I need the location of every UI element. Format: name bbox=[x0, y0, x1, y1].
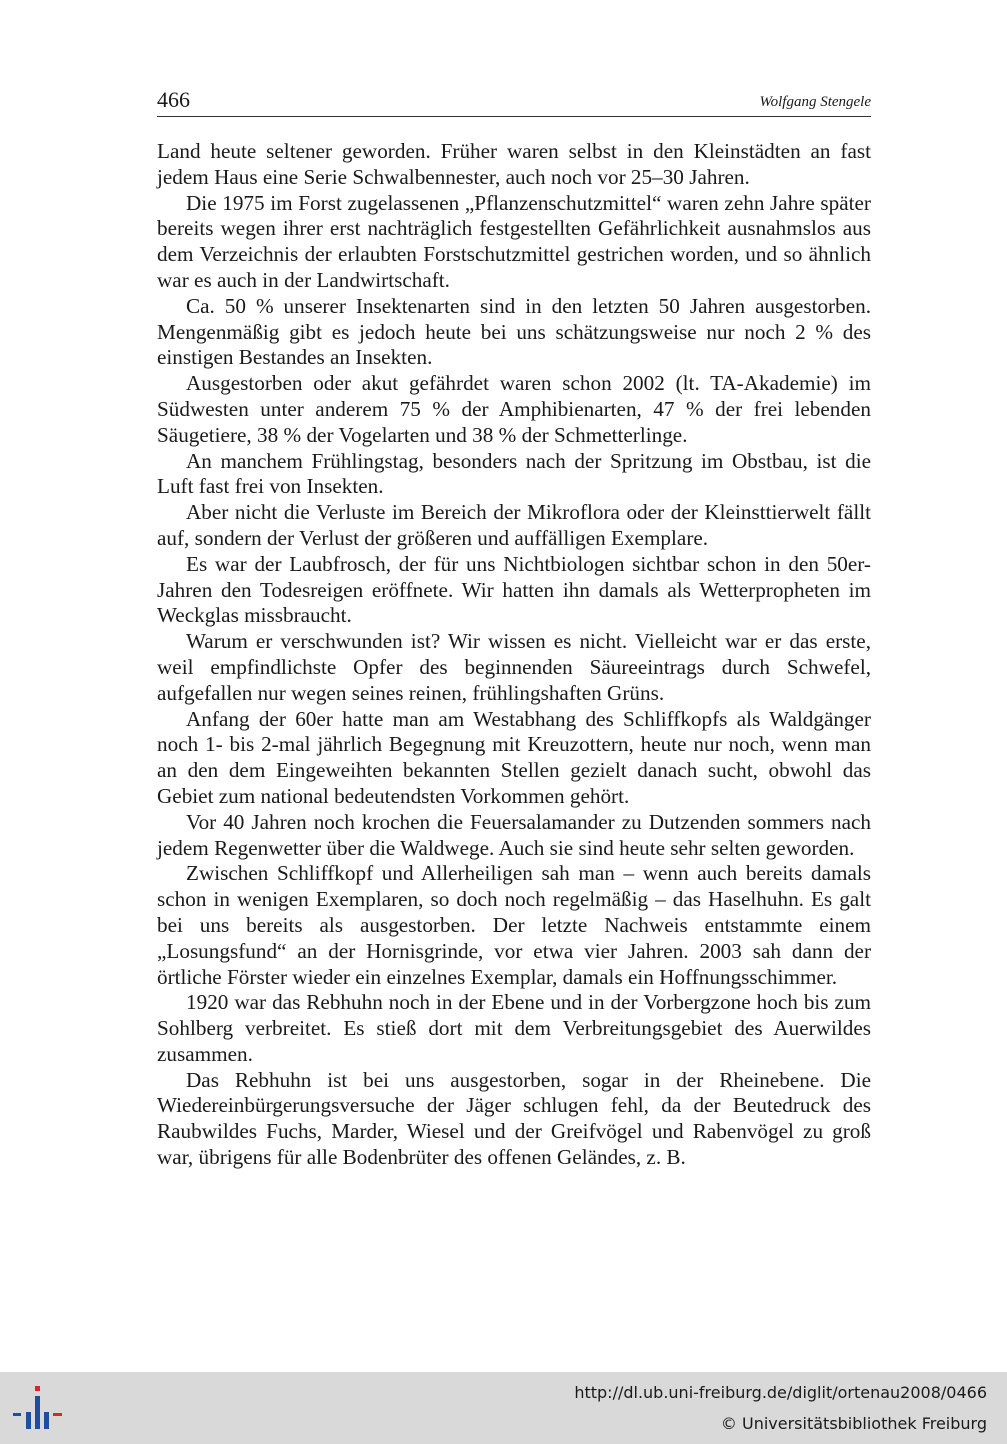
source-url[interactable]: http://dl.ub.uni-freiburg.de/diglit/ortenau2008/0466 bbox=[574, 1383, 987, 1402]
paragraph: Das Rebhuhn ist bei uns ausgestorben, sogar in der Rheinebene. Die Wiedereinbürgerungsversuche der Jäger schlugen fehl, da der Beutedruck des Raubwildes Fuchs, Marder, Wiesel und der Greifvögel und Rabenvögel zu groß war, übrigens für alle Bodenbrüter des offenen Geländes, z. B. bbox=[157, 1067, 871, 1170]
paragraph: 1920 war das Rebhuhn noch in der Ebene und in der Vorbergzone hoch bis zum Sohlberg verbreitet. Es stieß dort mit dem Verbreitungsgebiet des Auerwildes zusammen. bbox=[157, 990, 871, 1066]
paragraph: Ausgestorben oder akut gefährdet waren schon 2002 (lt. TA-Akademie) im Südwesten unter anderem 75 % der Amphibienarten, 47 % der frei lebenden Säugetiere, 38 % der Vogelarten und 38 % der Schmetterlinge. bbox=[157, 371, 871, 447]
paragraph: Die 1975 im Forst zugelassenen „Pflanzenschutzmittel“ waren zehn Jahre später bereits wegen ihrer erst nachträglich festgestellten Gefährlichkeit ausnahmslos aus dem Verzeichnis der erlaubten Forstschutzmittel gestrichen worden, und so ähnlich war es auch in der Landwirtschaft. bbox=[157, 190, 871, 292]
paragraph: Ca. 50 % unserer Insektenarten sind in den letzten 50 Jahren ausgestorben. Mengenmäßig gibt es jedoch heute bei uns schätzungsweise nur noch 2 % des einstigen Bestandes an Insekten. bbox=[157, 293, 871, 370]
footer-bar bbox=[0, 1372, 1007, 1444]
paragraph: Aber nicht die Verluste im Bereich der Mikroflora oder der Kleinsttierwelt fällt auf, sondern der Verlust der größeren und auffälligen Exemplare. bbox=[157, 500, 871, 550]
body-text bbox=[157, 139, 871, 1171]
paragraph: Es war der Laubfrosch, der für uns Nichtbiologen sichtbar schon in den 50er-Jahren den Todesreigen eröffnete. Wir hatten ihn damals als Wetterpropheten im Weckglas missbraucht. bbox=[157, 551, 871, 628]
paragraph: Warum er verschwunden ist? Wir wissen es nicht. Vielleicht war er das erste, weil empfindlichste Opfer des beginnenden Säureeintrags durch Schwefel, aufgefallen nur wegen seines reinen, frühlingshaften Grüns. bbox=[157, 629, 871, 705]
ub-freiburg-logo-icon bbox=[12, 1384, 64, 1432]
paragraph: Zwischen Schliffkopf und Allerheiligen sah man – wenn auch bereits damals schon in wenigen Exemplaren, so doch noch regelmäßig – das Haselhuhn. Es galt bei uns bereits als ausgestorben. Der letzte Nachweis entstammte einem „Losungsfund“ an der Hornisgrinde, vor etwa vier Jahren. 2003 sah dann der örtliche Förster wieder ein einzelnes Exemplar, damals ein Hoffnungsschimmer. bbox=[157, 861, 871, 989]
running-head-author: Wolfgang Stengele bbox=[759, 94, 871, 110]
paragraph: An manchem Frühlingstag, besonders nach der Spritzung im Obstbau, ist die Luft fast frei von Insekten. bbox=[157, 448, 871, 499]
copyright-notice: © Universitätsbibliothek Freiburg bbox=[720, 1414, 987, 1433]
paragraph: Vor 40 Jahren noch krochen die Feuersalamander zu Dutzenden sommers nach jedem Regenwetter über die Waldwege. Auch sie sind heute sehr selten geworden. bbox=[157, 809, 871, 860]
paragraph: Land heute seltener geworden. Früher waren selbst in den Kleinstädten an fast jedem Haus eine Serie Schwalbennester, auch noch vor 25–30 Jahren. bbox=[157, 139, 871, 189]
page-header bbox=[157, 86, 871, 117]
page-number: 466 bbox=[157, 87, 190, 112]
paragraph: Anfang der 60er hatte man am Westabhang des Schliffkopfs als Waldgänger noch 1- bis 2-mal jährlich Begegnung mit Kreuzottern, heute nur noch, wenn man an den dem Eingeweihten bekannten Stellen gezielt danach sucht, obwohl das Gebiet zum national bedeutendsten Vorkommen gehört. bbox=[157, 706, 871, 808]
